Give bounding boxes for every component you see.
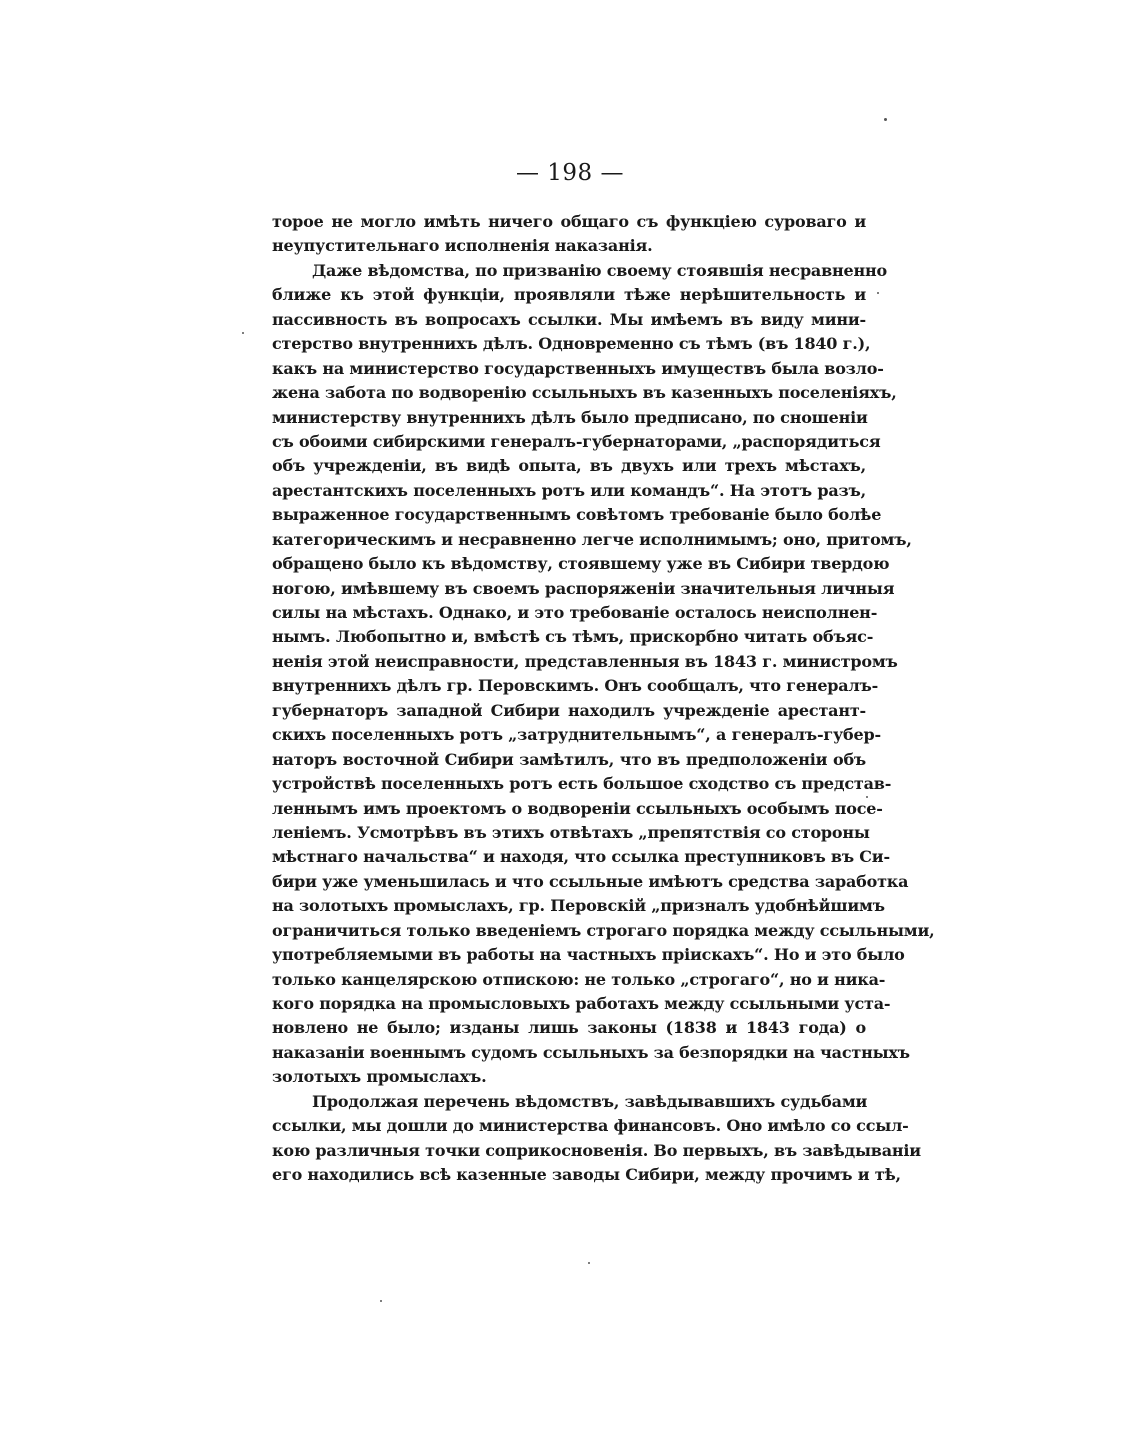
text-line: мѣстнаго начальства“ и находя, что ссылка преступниковъ въ Си- (272, 847, 890, 867)
text-line: обращено было къ вѣдомству, стоявшему уже въ Сибири твердою (272, 554, 890, 574)
text-line: бири уже уменьшилась и что ссыльные имѣютъ средства заработка (272, 871, 909, 891)
text-line: золотыхъ промыслахъ. (272, 1067, 487, 1087)
page-number: — 198 — (515, 160, 625, 186)
text-line: арестантскихъ поселенныхъ ротъ или командъ“. На этотъ разъ, (272, 480, 866, 500)
text-line: ограничиться только введеніемъ строгаго порядка между ссыльными, (272, 920, 935, 940)
text-line: пассивность въ вопросахъ ссылки. Мы имѣемъ въ виду мини- (272, 309, 866, 329)
text-line: только канцелярскою отпискою: не только „строгаго“, но и ника- (272, 969, 886, 989)
text-line: губернаторъ западной Сибири находилъ учрежденіе арестант- (272, 700, 866, 720)
text-line: кою различныя точки соприкосновенія. Во первыхъ, въ завѣдываніи (272, 1140, 921, 1160)
text-line: скихъ поселенныхъ ротъ „затруднительнымъ“, а генералъ-губер- (272, 725, 881, 745)
text-line: выраженное государственнымъ совѣтомъ требованіе было болѣе (272, 505, 882, 525)
text-line: на золотыхъ промыслахъ, гр. Перовскій „призналъ удобнѣйшимъ (272, 896, 885, 916)
scan-speck (588, 1262, 590, 1264)
text-line: съ обоими сибирскими генералъ-губернаторами, „распорядиться (272, 431, 881, 451)
text-line: ссылки, мы дошли до министерства финансовъ. Оно имѣло со ссыл- (272, 1116, 909, 1136)
text-line: новлено не было; изданы лишь законы (1838 и 1843 года) о (272, 1018, 866, 1038)
text-line: леннымъ имъ проектомъ о водвореніи ссыльныхъ особымъ посе- (272, 798, 883, 818)
text-line: Даже вѣдомства, по призванію своему стоявшія несравненно (312, 260, 888, 280)
text-line: наторъ восточной Сибири замѣтилъ, что въ предположеніи объ (272, 749, 866, 769)
scan-speck (242, 332, 244, 334)
text-line: торое не могло имѣть ничего общаго съ функціею суроваго и (272, 212, 866, 231)
text-line: внутреннихъ дѣлъ гр. Перовскимъ. Онъ сообщалъ, что генералъ- (272, 676, 879, 696)
scan-speck (877, 292, 879, 294)
text-line: употребляемыми въ работы на частныхъ пріискахъ“. Но и это было (272, 945, 905, 965)
text-line: жена забота по водворенію ссыльныхъ въ казенныхъ поселеніяхъ, (272, 383, 897, 403)
text-line: какъ на министерство государственныхъ имуществъ была возло- (272, 358, 884, 378)
text-line: стерство внутреннихъ дѣлъ. Одновременно съ тѣмъ (въ 1840 г.), (272, 334, 871, 354)
scan-speck (866, 796, 868, 798)
text-line: кого порядка на промысловыхъ работахъ между ссыльными уста- (272, 994, 891, 1013)
text-line: леніемъ. Усмотрѣвъ въ этихъ отвѣтахъ „препятствія со стороны (272, 822, 870, 842)
text-line: нымъ. Любопытно и, вмѣстѣ съ тѣмъ, прискорбно читать объяс- (272, 627, 874, 647)
paragraph (272, 259, 935, 1090)
text-line: категорическимъ и несравненно легче исполнимымъ; оно, притомъ, (272, 529, 912, 549)
text-line: его находились всѣ казенные заводы Сибири, между прочимъ и тѣ, (272, 1165, 901, 1185)
text-line: неупустительнаго исполненія наказанія. (272, 236, 653, 256)
text-line: силы на мѣстахъ. Однако, и это требованіе осталось неисполнен- (272, 603, 878, 622)
text-line: наказаніи военнымъ судомъ ссыльныхъ за безпорядки на частныхъ (272, 1042, 910, 1062)
paragraph (272, 1090, 921, 1188)
text-line: Продолжая перечень вѣдомствъ, завѣдывавшихъ судьбами (312, 1091, 868, 1111)
paragraph (272, 210, 866, 259)
text-line: объ учрежденіи, въ видѣ опыта, въ двухъ или трехъ мѣстахъ, (272, 456, 866, 476)
scan-speck (380, 1300, 382, 1302)
scan-speck (884, 118, 887, 121)
text-line: ногою, имѣвшему въ своемъ распоряженіи значительныя личныя (272, 578, 895, 598)
text-line: ближе къ этой функціи, проявляли тѣже нерѣшительность и (272, 285, 866, 305)
text-line: устройствѣ поселенныхъ ротъ есть большое сходство съ представ- (272, 774, 892, 794)
body-text (272, 210, 935, 1188)
text-line: ненія этой неисправности, представленныя въ 1843 г. министромъ (272, 651, 898, 671)
text-line: министерству внутреннихъ дѣлъ было предписано, по сношеніи (272, 407, 868, 427)
